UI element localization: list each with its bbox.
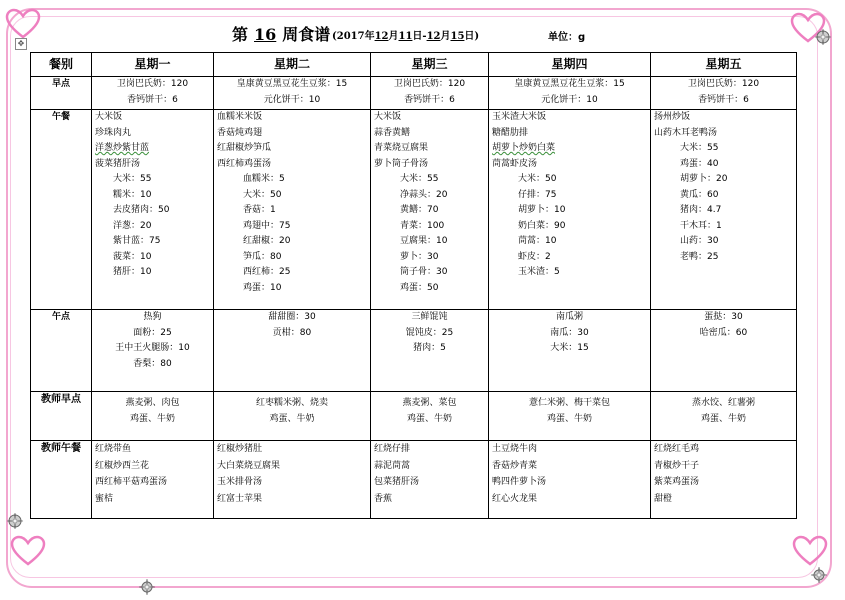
menu-line: 大米：55 — [680, 143, 719, 153]
menu-line: 干木耳：1 — [680, 220, 722, 231]
menu-line: 玉米渣大米饭 — [492, 112, 547, 122]
menu-line: 洋葱：20 — [113, 220, 152, 231]
menu-line: 胡萝卜炒奶白菜 — [492, 143, 556, 153]
menu-cell — [371, 77, 489, 110]
menu-line: 蒜香黄鳝 — [374, 127, 411, 138]
menu-cell — [651, 110, 797, 310]
menu-line: 黄鳝：70 — [400, 205, 439, 215]
menu-cell — [489, 310, 651, 392]
menu-line: 洋葱炒紫甘蓝 — [95, 143, 150, 153]
menu-line: 南瓜：30 — [550, 327, 589, 338]
menu-line: 红心火龙果 — [492, 493, 538, 504]
menu-line: 鸡蛋、牛奶 — [700, 413, 746, 424]
glitter-sparkle-icon — [810, 566, 828, 584]
menu-line: 热狗 — [143, 312, 162, 322]
menu-cell — [371, 441, 489, 519]
menu-line: 皇康黄豆黑豆花生豆浆：15 — [236, 79, 348, 89]
menu-line: 豆腐果：10 — [400, 236, 448, 246]
menu-cell — [92, 441, 214, 519]
menu-line: 大米：55 — [113, 174, 152, 184]
menu-line: 元化饼干：10 — [263, 94, 321, 105]
menu-cell — [651, 441, 797, 519]
menu-line: 西红柿平菇鸡蛋汤 — [95, 477, 168, 487]
header-row — [31, 53, 797, 77]
menu-line: 萝卜：30 — [400, 251, 439, 262]
page-title: 第 16 周食谱 — [232, 25, 331, 44]
unit-label: 单位：g — [548, 32, 586, 43]
menu-line: 净蒜头：20 — [400, 189, 448, 200]
menu-line: 南瓜粥 — [555, 312, 583, 322]
menu-line: 红椒炒西兰花 — [95, 460, 150, 471]
menu-line: 香梨：80 — [133, 358, 172, 369]
menu-line: 猪肉：4.7 — [680, 205, 722, 215]
table-row — [31, 441, 797, 519]
menu-cell — [214, 77, 371, 110]
menu-line: 香菇炖鸡翅 — [217, 127, 263, 138]
menu-line: 香菇炒青菜 — [492, 460, 538, 471]
table-row — [31, 77, 797, 110]
menu-line: 西红柿：25 — [243, 267, 291, 277]
menu-cell — [489, 77, 651, 110]
menu-line: 西红柿鸡蛋汤 — [217, 158, 272, 169]
menu-line: 珍珠肉丸 — [95, 127, 132, 138]
menu-cell — [489, 441, 651, 519]
menu-line: 香钙饼干：6 — [698, 94, 749, 105]
glitter-sparkle-icon — [6, 512, 24, 530]
menu-line: 笋瓜：80 — [243, 251, 282, 262]
menu-line: 包菜猪肝汤 — [374, 477, 420, 487]
menu-line: 红甜椒炒笋瓜 — [217, 143, 272, 153]
menu-line: 筒子骨：30 — [400, 267, 448, 277]
row-label-lunch: 午餐 — [31, 110, 92, 310]
menu-line: 哈密瓜：60 — [699, 327, 748, 338]
menu-line: 卫岗巴氏奶：120 — [687, 79, 760, 89]
menu-line: 鸡蛋、牛奶 — [129, 413, 175, 424]
menu-line: 糖醋肋排 — [492, 127, 529, 138]
menu-line: 老鸭：25 — [680, 251, 719, 262]
menu-line: 鸡蛋、牛奶 — [546, 413, 592, 424]
menu-line: 鸡蛋：50 — [400, 282, 439, 293]
menu-line: 大米：15 — [550, 343, 589, 353]
menu-line: 红椒炒猪肚 — [217, 444, 263, 454]
menu-cell — [214, 392, 371, 441]
menu-line: 大米饭 — [374, 112, 402, 122]
menu-line: 蒜泥茼蒿 — [374, 460, 411, 471]
menu-cell — [92, 110, 214, 310]
heart-outline-icon — [792, 535, 828, 567]
menu-cell — [214, 110, 371, 310]
menu-line: 香菇：1 — [243, 205, 276, 215]
menu-cell — [92, 77, 214, 110]
weekly-menu-table — [30, 52, 797, 519]
menu-line: 胡萝卜：20 — [680, 174, 728, 184]
menu-cell — [371, 392, 489, 441]
menu-line: 紫菜鸡蛋汤 — [654, 477, 700, 487]
menu-line: 紫甘蓝：75 — [113, 236, 161, 246]
menu-line: 红烧仔排 — [374, 444, 411, 454]
header-monday: 星期一 — [92, 53, 214, 77]
menu-line: 蛋挞：30 — [704, 312, 743, 322]
menu-line: 香钙饼干：6 — [404, 94, 455, 105]
menu-line: 血糯米：5 — [243, 174, 285, 184]
header-wednesday: 星期三 — [371, 53, 489, 77]
heart-outline-icon — [10, 535, 46, 567]
menu-line: 香蕉 — [374, 493, 393, 504]
header-friday: 星期五 — [651, 53, 797, 77]
menu-line: 馄饨皮：25 — [405, 327, 454, 338]
menu-line: 鸡蛋、牛奶 — [406, 413, 452, 424]
header-tuesday: 星期二 — [214, 53, 371, 77]
menu-line: 甜橙 — [654, 493, 673, 504]
menu-line: 王中王火腿肠：10 — [115, 343, 190, 353]
menu-line: 茼蒿：10 — [518, 236, 557, 246]
menu-cell — [214, 441, 371, 519]
menu-line: 山药木耳老鸭汤 — [654, 127, 718, 138]
menu-line: 山药：30 — [680, 236, 719, 246]
row-label-teacher-breakfast: 教师早点 — [31, 392, 92, 441]
menu-line: 猪肉：5 — [413, 343, 446, 353]
row-label-morning-snack: 早点 — [31, 77, 92, 110]
row-label-afternoon-snack: 午点 — [31, 310, 92, 392]
menu-line: 大米：50 — [518, 174, 557, 184]
menu-line: 三鲜馄饨 — [411, 312, 448, 322]
menu-line: 卫岗巴氏奶：120 — [393, 79, 466, 89]
menu-cell — [92, 310, 214, 392]
menu-line: 茼蒿虾皮汤 — [492, 158, 538, 169]
menu-cell — [651, 310, 797, 392]
menu-cell — [651, 392, 797, 441]
menu-line: 虾皮：2 — [518, 251, 551, 262]
menu-line: 红烧红毛鸡 — [654, 444, 700, 454]
menu-line: 香钙饼干：6 — [127, 94, 178, 105]
menu-line: 仔排：75 — [518, 189, 557, 200]
menu-line: 鸡蛋：40 — [680, 158, 719, 169]
menu-line: 皇康黄豆黑豆花生豆浆：15 — [514, 79, 625, 89]
menu-line: 奶白菜：90 — [518, 220, 566, 231]
menu-cell — [92, 392, 214, 441]
glitter-sparkle-icon — [138, 578, 156, 596]
menu-line: 菠菜猪肝汤 — [95, 158, 141, 169]
menu-line: 菠菜：10 — [113, 251, 152, 262]
week-number: 16 — [254, 25, 277, 44]
menu-line: 玉米渣：5 — [518, 267, 560, 277]
menu-line: 土豆烧牛肉 — [492, 444, 538, 454]
menu-line: 青菜烧豆腐果 — [374, 143, 429, 153]
row-label-teacher-lunch: 教师午餐 — [31, 441, 92, 519]
menu-cell — [371, 310, 489, 392]
menu-line: 大白菜烧豆腐果 — [217, 460, 281, 471]
menu-line: 猪肝：10 — [113, 267, 152, 277]
date-range: (2017年12月11日-12月15日) — [332, 31, 480, 42]
menu-line: 鸡翅中：75 — [243, 220, 291, 231]
menu-line: 红烧带鱼 — [95, 444, 132, 454]
menu-line: 萝卜筒子骨汤 — [374, 158, 429, 169]
table-row — [31, 392, 797, 441]
menu-line: 面粉：25 — [133, 327, 172, 338]
menu-line: 卫岗巴氏奶：120 — [116, 79, 189, 89]
menu-line: 去皮猪肉：50 — [113, 205, 170, 215]
document-title — [0, 22, 845, 46]
menu-line: 扬州炒饭 — [654, 112, 691, 122]
menu-line: 贡柑：80 — [272, 327, 312, 338]
menu-line: 黄瓜：60 — [680, 189, 719, 200]
menu-cell — [214, 310, 371, 392]
header-thursday: 星期四 — [489, 53, 651, 77]
menu-line: 玉米排骨汤 — [217, 477, 263, 487]
menu-line: 蒸水饺、红薯粥 — [691, 398, 755, 408]
menu-line: 大米：55 — [400, 174, 439, 184]
menu-line: 鸡蛋、牛奶 — [269, 413, 315, 424]
menu-line: 甜甜圈：30 — [268, 312, 316, 322]
menu-line: 鸡蛋：10 — [243, 282, 282, 293]
menu-line: 元化饼干：10 — [541, 94, 598, 105]
table-move-handle[interactable]: ✥ — [15, 38, 27, 50]
menu-line: 红富士苹果 — [217, 493, 263, 504]
header-meal-type: 餐别 — [31, 53, 92, 77]
menu-line: 大米饭 — [95, 112, 123, 122]
table-row — [31, 310, 797, 392]
menu-line: 鸭四件萝卜汤 — [492, 477, 547, 487]
menu-line: 红枣糯米粥、烧卖 — [255, 398, 328, 408]
menu-cell — [489, 392, 651, 441]
menu-line: 红甜椒：20 — [243, 236, 291, 246]
menu-cell — [371, 110, 489, 310]
menu-line: 薏仁米粥、梅干菜包 — [528, 398, 610, 408]
menu-line: 青椒炒干子 — [654, 460, 700, 471]
menu-line: 蜜桔 — [95, 493, 114, 504]
menu-cell — [651, 77, 797, 110]
menu-cell — [489, 110, 651, 310]
menu-line: 血糯米米饭 — [217, 112, 263, 122]
menu-line: 燕麦粥、肉包 — [125, 398, 180, 408]
menu-line: 糯米：10 — [113, 189, 152, 200]
menu-line: 燕麦粥、菜包 — [402, 398, 457, 408]
menu-line: 胡萝卜：10 — [518, 205, 566, 215]
table-row — [31, 110, 797, 310]
menu-line: 大米：50 — [243, 189, 282, 200]
menu-line: 青菜：100 — [400, 220, 445, 231]
